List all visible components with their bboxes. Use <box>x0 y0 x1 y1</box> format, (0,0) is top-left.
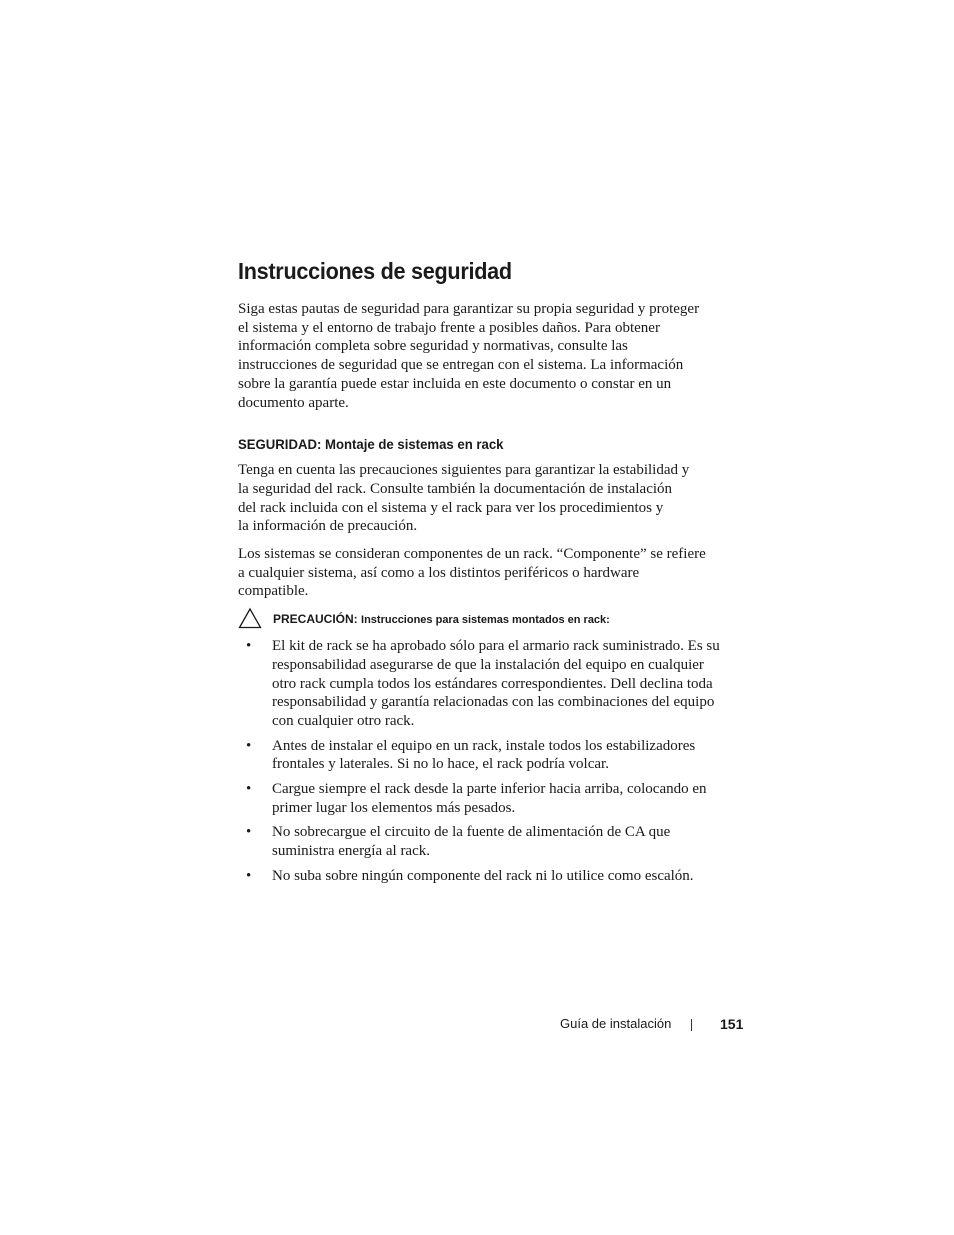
page-title: Instrucciones de seguridad <box>238 258 512 284</box>
list-item-line: responsabilidad asegurarse de que la instalación del equipo en cualquier <box>272 656 704 673</box>
paragraph-line: Tenga en cuenta las precauciones siguientes para garantizar la estabilidad y <box>238 462 690 479</box>
list-item <box>238 737 738 774</box>
paragraph-line: la seguridad del rack. Consulte también la documentación de instalación <box>238 480 673 497</box>
list-item-line: suministra energía al rack. <box>272 843 430 860</box>
paragraph-line: la información de precaución. <box>238 518 418 535</box>
list-item-line: frontales y laterales. Si no lo hace, el rack podría volcar. <box>272 756 609 773</box>
bullet-marker: • <box>246 737 252 754</box>
list-item-line: No suba sobre ningún componente del rack ni lo utilice como escalón. <box>272 867 694 884</box>
list-item-line: Antes de instalar el equipo en un rack, instale todos los estabilizadores <box>272 737 696 754</box>
intro-line: documento aparte. <box>238 394 349 411</box>
list-item <box>238 780 738 817</box>
list-item-line: primer lugar los elementos más pesados. <box>272 799 516 816</box>
caution-bullet-list <box>238 637 738 885</box>
caution-text: Instrucciones para sistemas montados en rack: <box>361 614 610 627</box>
list-item <box>238 867 738 886</box>
intro-line: información completa sobre seguridad y normativas, consulte las <box>238 338 628 355</box>
list-item-line: responsabilidad y garantía relacionadas con las combinaciones del equipo <box>272 694 715 711</box>
list-item <box>238 823 738 860</box>
caution-notice <box>238 610 738 629</box>
footer-doc-title: Guía de instalación <box>560 1016 672 1031</box>
list-item-line: El kit de rack se ha aprobado sólo para el armario rack suministrado. Es su <box>272 638 720 655</box>
section-heading: SEGURIDAD: Montaje de sistemas en rack <box>238 436 504 453</box>
list-item-line: Cargue siempre el rack desde la parte inferior hacia arriba, colocando en <box>272 781 707 798</box>
paragraph-line: Los sistemas se consideran componentes de un rack. “Componente” se refiere <box>238 546 706 563</box>
list-item-line: No sobrecargue el circuito de la fuente de alimentación de CA que <box>272 824 671 841</box>
paragraph-line: compatible. <box>238 583 309 600</box>
bullet-marker: • <box>246 867 252 884</box>
footer-separator <box>691 1019 692 1031</box>
page-content <box>238 256 738 892</box>
intro-line: sobre la garantía puede estar incluida en este documento o constar en un <box>238 375 672 392</box>
list-item-line: otro rack cumpla todos los estándares correspondientes. Dell declina toda <box>272 675 713 692</box>
intro-line: Siga estas pautas de seguridad para garantizar su propia seguridad y proteger <box>238 301 700 317</box>
intro-line: el sistema y el entorno de trabajo frente a posibles daños. Para obtener <box>238 319 660 336</box>
bullet-marker: • <box>246 781 252 798</box>
paragraph-line: a cualquier sistema, así como a los distintos periféricos o hardware <box>238 564 640 581</box>
list-item-line: con cualquier otro rack. <box>272 712 415 729</box>
caution-triangle-icon <box>238 607 262 629</box>
list-item <box>238 637 738 731</box>
intro-paragraph <box>238 300 738 412</box>
intro-line: instrucciones de seguridad que se entregan con el sistema. La información <box>238 357 684 374</box>
caution-label: PRECAUCIÓN: <box>273 612 358 627</box>
section-paragraph-1 <box>238 461 738 536</box>
paragraph-line: del rack incluida con el sistema y el rack para ver los procedimientos y <box>238 499 664 516</box>
section-paragraph-2 <box>238 545 738 601</box>
bullet-marker: • <box>246 638 252 655</box>
bullet-marker: • <box>246 824 252 841</box>
page-number: 151 <box>720 1016 744 1032</box>
